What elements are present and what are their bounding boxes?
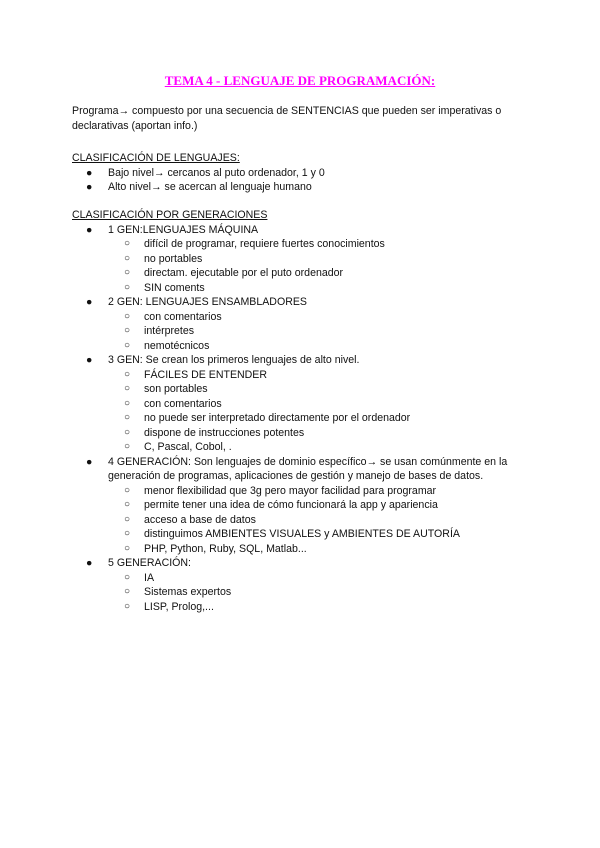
bullet-icon: ● bbox=[86, 166, 93, 179]
circle-bullet-icon: ○ bbox=[124, 267, 131, 278]
generation-sublist bbox=[72, 310, 552, 354]
sub-item-text: acceso a base de datos bbox=[144, 513, 256, 526]
sub-item-text: C, Pascal, Cobol, . bbox=[144, 441, 232, 453]
generation-sublist bbox=[72, 571, 552, 615]
bullet-icon: ● bbox=[86, 557, 93, 569]
circle-bullet-icon: ○ bbox=[124, 252, 131, 264]
generation-item bbox=[72, 295, 552, 353]
sub-item-text: dispone de instrucciones potentes bbox=[144, 426, 305, 439]
circle-bullet-icon: ○ bbox=[124, 238, 131, 249]
circle-bullet-icon: ○ bbox=[124, 412, 131, 423]
sub-item bbox=[108, 426, 552, 441]
sub-item-text: intérpretes bbox=[144, 325, 195, 337]
circle-bullet-icon: ○ bbox=[124, 397, 131, 409]
sub-item-text: SIN coments bbox=[144, 281, 205, 294]
list-item-text: Alto nivel→ se acercan al lenguaje humano bbox=[108, 181, 312, 193]
sub-item-text: difícil de programar, requiere fuertes conocimientos bbox=[144, 238, 385, 250]
clasificacion-list bbox=[72, 166, 552, 195]
circle-bullet-icon: ○ bbox=[124, 484, 131, 496]
sub-item-text: menor flexibilidad que 3g pero mayor facilidad para programar bbox=[144, 484, 437, 497]
circle-bullet-icon: ○ bbox=[124, 441, 131, 452]
sub-item-text: PHP, Python, Ruby, SQL, Matlab... bbox=[144, 542, 307, 555]
bullet-icon: ● bbox=[86, 223, 93, 236]
sub-item bbox=[108, 411, 552, 426]
generation-item bbox=[72, 455, 552, 557]
circle-bullet-icon: ○ bbox=[124, 339, 131, 351]
generaciones-list bbox=[72, 223, 552, 615]
generation-item bbox=[72, 556, 552, 614]
sub-item bbox=[108, 368, 552, 383]
sub-item bbox=[108, 237, 552, 252]
sub-item bbox=[108, 585, 552, 600]
circle-bullet-icon: ○ bbox=[124, 542, 131, 554]
sub-item bbox=[108, 252, 552, 267]
sub-item-text: con comentarios bbox=[144, 397, 222, 410]
sub-item bbox=[108, 440, 552, 455]
circle-bullet-icon: ○ bbox=[124, 499, 131, 510]
sub-item-text: permite tener una idea de cómo funcionará la app y apariencia bbox=[144, 499, 438, 511]
sub-item-text: no portables bbox=[144, 252, 203, 265]
generaciones-section bbox=[72, 208, 552, 614]
bullet-icon: ● bbox=[86, 455, 93, 468]
generation-item bbox=[72, 353, 552, 455]
clasificacion-section bbox=[72, 151, 552, 195]
sub-item-text: LISP, Prolog,... bbox=[144, 600, 214, 613]
sub-item-text: son portables bbox=[144, 383, 208, 395]
generation-sublist bbox=[72, 237, 552, 295]
sub-item bbox=[108, 266, 552, 281]
sub-item bbox=[108, 324, 552, 339]
circle-bullet-icon: ○ bbox=[124, 586, 131, 597]
sub-item-text: directam. ejecutable por el puto ordenador bbox=[144, 267, 344, 279]
circle-bullet-icon: ○ bbox=[124, 426, 131, 438]
list-item-text: Bajo nivel→ cercanos al puto ordenador, 1 y 0 bbox=[108, 166, 325, 179]
bullet-icon: ● bbox=[86, 181, 93, 193]
bullet-icon: ● bbox=[86, 296, 93, 308]
sub-item bbox=[108, 484, 552, 499]
sub-item bbox=[108, 542, 552, 557]
sub-item bbox=[108, 339, 552, 354]
generation-item bbox=[72, 223, 552, 296]
generation-sublist bbox=[72, 368, 552, 455]
bullet-icon: ● bbox=[86, 354, 93, 366]
generation-label: 5 GENERACIÓN: bbox=[108, 557, 192, 569]
document-title: TEMA 4 - LENGUAJE DE PROGRAMACIÓN: bbox=[164, 73, 436, 88]
sub-item bbox=[108, 513, 552, 528]
generation-label: 2 GEN: LENGUAJES ENSAMBLADORES bbox=[108, 296, 307, 308]
circle-bullet-icon: ○ bbox=[124, 368, 131, 380]
sub-item bbox=[108, 397, 552, 412]
list-item bbox=[72, 166, 552, 181]
sub-item-text: distinguimos AMBIENTES VISUALES y AMBIENTES DE AUTORÍA bbox=[144, 528, 460, 540]
sub-item bbox=[108, 382, 552, 397]
clasificacion-heading: CLASIFICACIÓN DE LENGUAJES: bbox=[72, 152, 240, 164]
sub-item-text: con comentarios bbox=[144, 310, 222, 323]
sub-item-text: IA bbox=[144, 571, 155, 584]
sub-item-text: nemotécnicos bbox=[144, 339, 210, 352]
circle-bullet-icon: ○ bbox=[124, 383, 131, 394]
sub-item-text: FÁCILES DE ENTENDER bbox=[144, 368, 268, 381]
generation-sublist bbox=[72, 484, 552, 557]
sub-item-text: Sistemas expertos bbox=[144, 586, 232, 598]
circle-bullet-icon: ○ bbox=[124, 528, 131, 539]
sub-item bbox=[108, 527, 552, 542]
generation-label: 3 GEN: Se crean los primeros lenguajes de alto nivel. bbox=[108, 354, 360, 366]
sub-item bbox=[108, 600, 552, 615]
circle-bullet-icon: ○ bbox=[124, 571, 131, 583]
sub-item-text: no puede ser interpretado directamente por el ordenador bbox=[144, 412, 411, 424]
sub-item bbox=[108, 310, 552, 325]
generation-label: 1 GEN:LENGUAJES MÁQUINA bbox=[108, 223, 259, 236]
list-item bbox=[72, 180, 552, 195]
sub-item bbox=[108, 281, 552, 296]
intro-paragraph: Programa→ compuesto por una secuencia de SENTENCIAS que pueden ser imperativas o declarativas (aportan info.) bbox=[72, 105, 502, 132]
sub-item bbox=[108, 571, 552, 586]
circle-bullet-icon: ○ bbox=[124, 513, 131, 525]
generaciones-heading: CLASIFICACIÓN POR GENERACIONES bbox=[72, 209, 268, 221]
circle-bullet-icon: ○ bbox=[124, 281, 131, 293]
circle-bullet-icon: ○ bbox=[124, 600, 131, 612]
circle-bullet-icon: ○ bbox=[124, 310, 131, 322]
sub-item bbox=[108, 498, 552, 513]
circle-bullet-icon: ○ bbox=[124, 325, 131, 336]
generation-label: 4 GENERACIÓN: Son lenguajes de dominio específico→ se usan comúnmente en la generación de programas, aplicaciones de gestión y manejo de bases de datos. bbox=[108, 455, 508, 482]
